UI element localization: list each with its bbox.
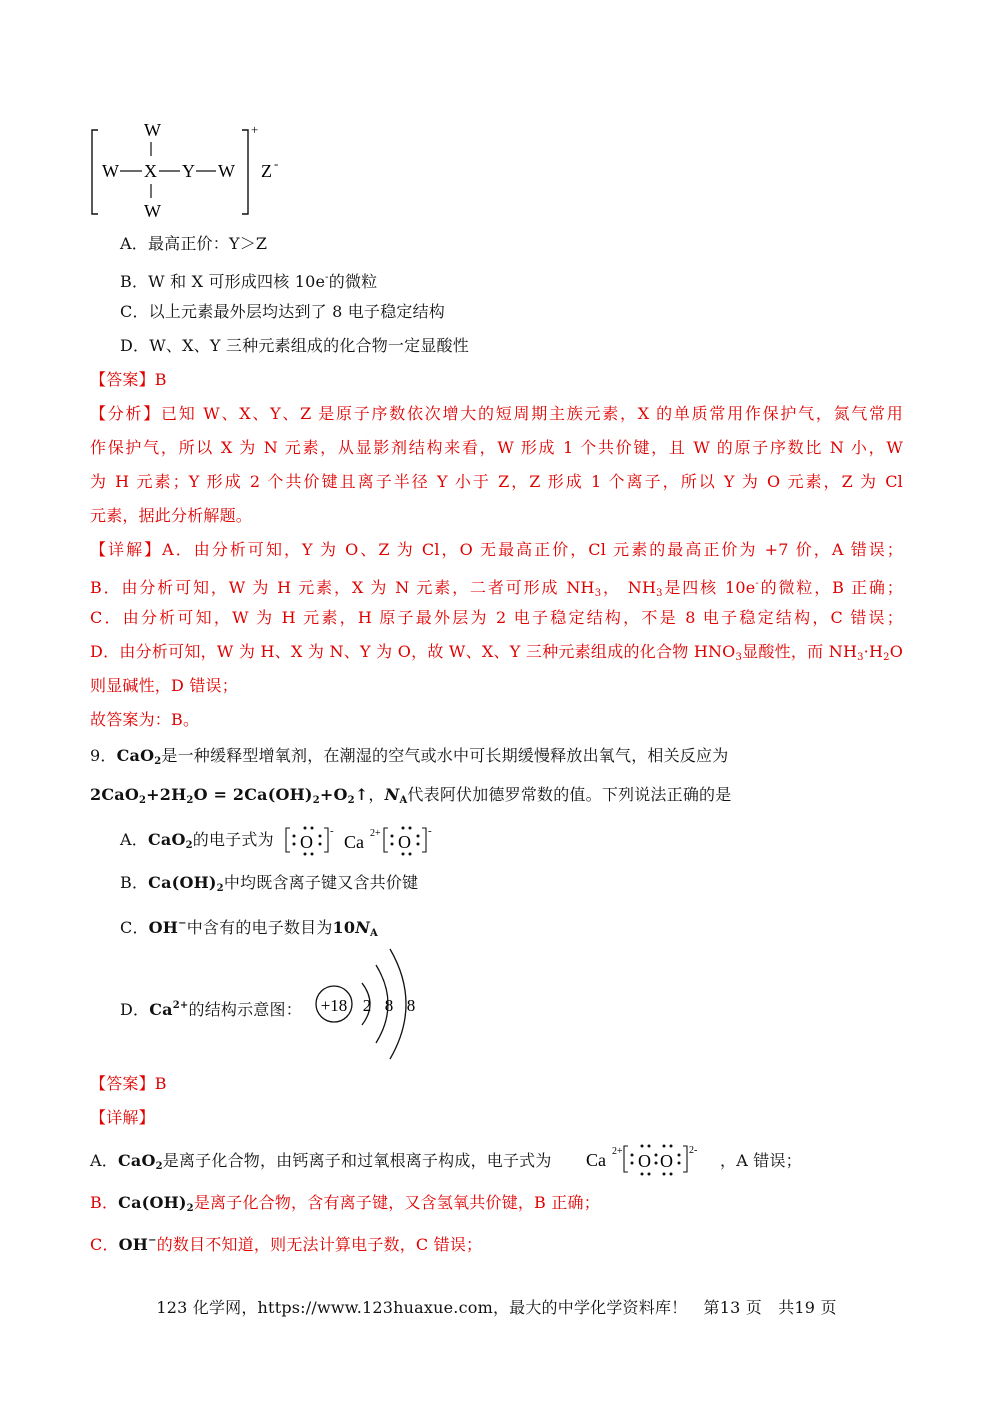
ion-structure-diagram	[88, 118, 288, 224]
q9-detail-c: C．OH−的数目不知道，则无法计算电子数，C 错误；	[90, 1235, 483, 1254]
counter-ion: Z	[261, 161, 272, 181]
svg-text:-: -	[330, 825, 334, 837]
svg-text:2+: 2+	[370, 828, 381, 839]
q9-option-a-electron-formula	[282, 822, 442, 858]
atom-x: X	[144, 161, 157, 181]
q9-equation: $2CaO_2+2H_2O$ = $2Ca(OH)_2+O_2↑$	[90, 785, 369, 806]
shell-2-count: 8	[384, 996, 394, 1015]
q8-analysis-line-2: 作保护气，所以 X 为 N 元素，从显影剂结构来看，W 形成 1 个共价键，且 W 的原子序数比 N 小，W	[90, 438, 903, 457]
q8-option-b: B．W 和 X 可形成四核 10e-的微粒	[120, 272, 378, 291]
svg-text:2+: 2+	[612, 1146, 623, 1157]
q8-analysis-line-4: 元素，据此分析解题。	[90, 506, 253, 525]
q8-option-c: C．以上元素最外层均达到了 8 电子稳定结构	[120, 302, 445, 321]
svg-text:O: O	[660, 1151, 673, 1171]
svg-text:O: O	[638, 1151, 651, 1171]
q8-analysis-line-3: 为 H 元素；Y 形成 2 个共价键且离子半径 Y 小于 Z，Z 形成 1 个离子，所以 Y 为 O 元素，Z 为 Cl	[90, 472, 903, 491]
atom-w-right: W	[218, 161, 235, 181]
q8-detail-a: 【详解】A．由分析可知，Y 为 O、Z 为 Cl，O 无最高正价，Cl 元素的最高正价为 +7 价，A 错误；	[90, 540, 903, 559]
q8-detail-d: D．由分析可知，W 为 H、X 为 N、Y 为 O，故 W、X、Y 三种元素组成的化合物 $HNO_3$显酸性，而 $NH_3\cdot H_2O$	[90, 642, 904, 663]
q9-stem-line-1: 9．CaO$_2$是一种缓释型增氧剂，在潮湿的空气或水中可长期缓慢释放出氧气，相关反应为	[90, 746, 729, 767]
q9-detail-a: A．CaO$_2$是离子化合物，由钙离子和过氧根离子构成，电子式为	[90, 1151, 552, 1172]
q8-analysis-line-1: 【分析】已知 W、X、Y、Z 是原子序数依次增大的短周期主族元素，X 的单质常用作保护气，氮气常用	[90, 404, 903, 423]
ca-ion-structure-diagram	[310, 945, 430, 1065]
q8-detail-c: C．由分析可知，W 为 H 元素，H 原子最外层为 2 电子稳定结构，不是 8 电子稳定结构，C 错误；	[90, 608, 903, 627]
svg-text:-: -	[428, 825, 432, 837]
shell-3-count: 8	[406, 996, 416, 1015]
svg-text:+18: +18	[320, 996, 348, 1015]
counter-ion-charge: -	[274, 156, 279, 171]
svg-text:O: O	[300, 832, 313, 852]
q9-stem-line-2: $2CaO_2+2H_2O$ = $2Ca(OH)_2+O_2↑$，$N_A$代表阿伏加德罗常数的值。下列说法正确的是	[90, 785, 732, 806]
atom-w-bottom: W	[144, 201, 161, 221]
q9-option-a: A．CaO$_2$的电子式为	[120, 830, 274, 851]
shell-1-count: 2	[362, 996, 372, 1015]
q9-option-c: C．OH−中含有的电子数目为$10N_A$	[120, 918, 378, 939]
q9-option-d: D．$Ca^{2+}$的结构示意图：	[120, 1000, 302, 1019]
svg-text:2-: 2-	[689, 1145, 698, 1156]
q9-detail-a-electron-formula	[586, 1140, 716, 1178]
svg-text:Ca: Ca	[344, 832, 364, 852]
q8-conclusion: 故答案为：B。	[90, 710, 200, 729]
atom-w-top: W	[144, 120, 161, 140]
q8-option-a: A．最高正价：Y＞Z	[120, 234, 268, 253]
q9-detail-head: 【详解】	[90, 1108, 155, 1127]
q8-answer: 【答案】B	[90, 370, 167, 389]
q8-option-d: D．W、X、Y 三种元素组成的化合物一定显酸性	[120, 336, 469, 355]
atom-w-left: W	[102, 161, 119, 181]
svg-text:O: O	[398, 832, 411, 852]
q8-detail-b: B．由分析可知，W 为 H 元素，X 为 N 元素，二者可形成 $NH_3$， $NH_3$是四核 10e-的微粒，B 正确；	[90, 578, 903, 599]
q9-detail-a-end: ，A 错误；	[720, 1151, 802, 1170]
q9-option-b: B．$Ca(OH)_2$中均既含离子键又含共价键	[120, 873, 419, 894]
page-footer: 123 化学网，https://www.123huaxue.com，最大的中学化学资料库！ 第13 页 共19 页	[156, 1298, 837, 1317]
q9-answer: 【答案】B	[90, 1074, 167, 1093]
svg-text:Ca: Ca	[586, 1150, 606, 1170]
q9-detail-b: B．$Ca(OH)_2$是离子化合物，含有离子键，又含氢氧共价键，B 正确；	[90, 1193, 600, 1214]
q8-detail-d-line-2: 则显碱性，D 错误；	[90, 676, 238, 695]
cation-charge: +	[251, 122, 259, 137]
atom-y: Y	[182, 161, 195, 181]
